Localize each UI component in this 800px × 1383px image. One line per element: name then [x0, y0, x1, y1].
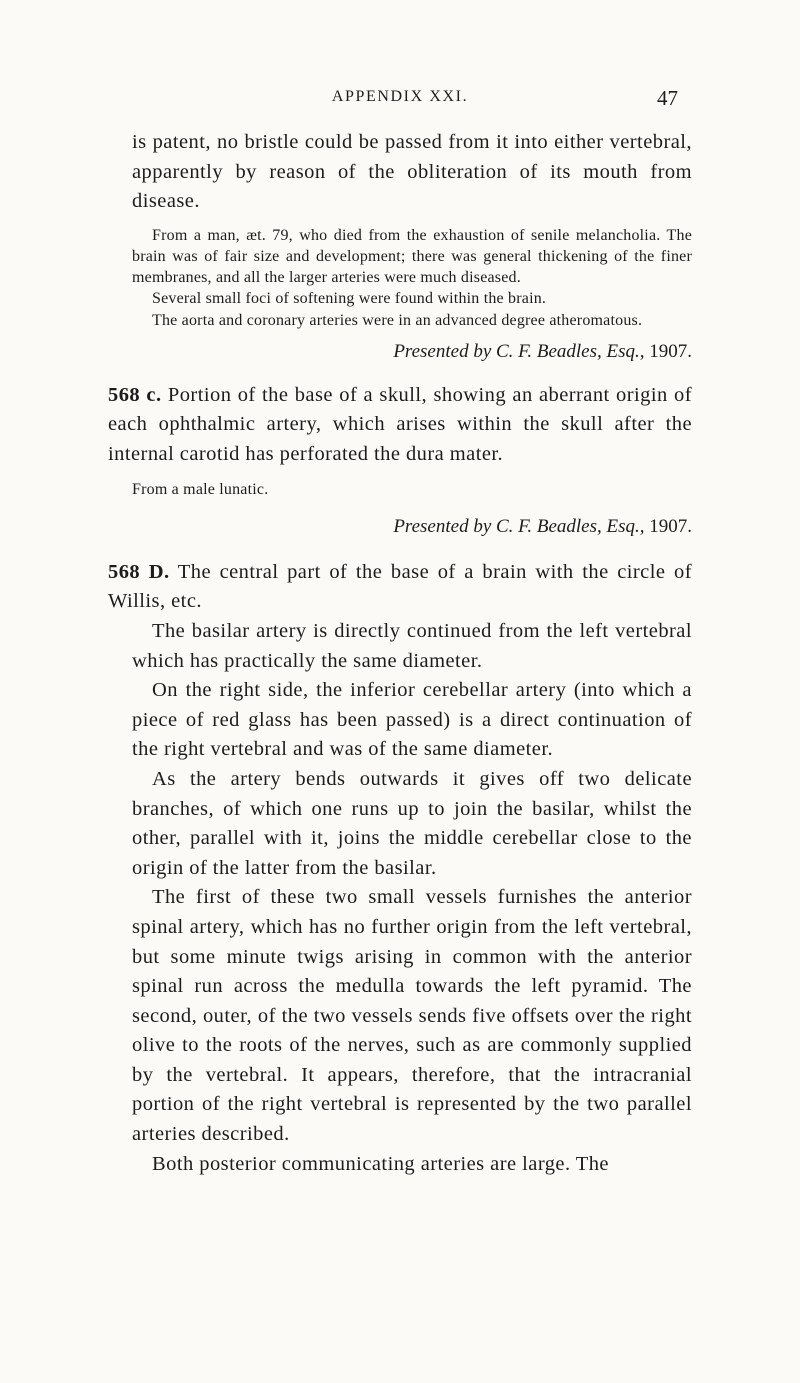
- page-body: [108, 128, 692, 1179]
- presenter-credit: Presented by C. F. Beadles, Esq.,: [393, 515, 645, 537]
- specimen-note: Several small foci of softening were found within the brain.: [152, 290, 547, 308]
- specimen-note: The aorta and coronary arteries were in an advanced degree atheromatous.: [152, 311, 643, 329]
- description-paragraph: Both posterior communicating arteries are large. The: [152, 1152, 609, 1175]
- presenter-credit: Presented by C. F. Beadles, Esq.,: [393, 340, 645, 362]
- entry-description: The central part of the base of a brain with the circle of Willis, etc.: [108, 560, 692, 613]
- description-paragraph: As the artery bends outwards it gives off two delicate branches, of which one runs up to join the basilar, whilst the other, parallel with it, joins the middle cerebellar close to the origin of the latter from the basilar.: [132, 767, 692, 879]
- presented-year: 1907.: [649, 515, 692, 537]
- running-head: APPENDIX XXI.: [331, 88, 469, 105]
- description-paragraph: The first of these two small vessels furnishes the anterior spinal artery, which has no further origin from the left vertebral, but some minute twigs arising in common with the anterior spinal run across the medulla towards the left pyramid. The second, outer, of the two vessels sends five offsets over the right olive to the roots of the nerves, such as are commonly supplied by the vertebral. It appears, therefore, that the intracranial portion of the right vertebral is represented by the two parallel arteries described.: [132, 886, 692, 1146]
- description-paragraph: On the right side, the inferior cerebellar artery (into which a piece of red glass has been passed) is a direct continuation of the right vertebral and was of the same diameter.: [132, 679, 692, 761]
- specimen-note: From a male lunatic.: [132, 480, 269, 498]
- page-header: [0, 88, 800, 114]
- entry-description: Portion of the base of a skull, showing an aberrant origin of each ophthalmic artery, which arises within the skull after the internal carotid has perforated the dura mater.: [108, 383, 692, 465]
- specimen-note: From a man, æt. 79, who died from the exhaustion of senile melancholia. The brain was of fair size and development; there was general thickening of the finer membranes, and all the larger arteries were much diseased.: [132, 226, 692, 287]
- entry-number: 568 c.: [108, 383, 162, 406]
- catalogue-entry: [108, 558, 692, 617]
- presented-year: 1907.: [649, 340, 692, 362]
- page-number: 47: [657, 86, 678, 110]
- entry-number: 568 D.: [108, 560, 170, 583]
- presented-by-line: [132, 341, 692, 363]
- presented-by-line: [132, 516, 692, 538]
- continuation-paragraph: is patent, no bristle could be passed from it into either vertebral, apparently by reason of the obliteration of its mouth from disease.: [132, 131, 692, 213]
- catalogue-entry: [108, 381, 692, 470]
- description-paragraph: The basilar artery is directly continued from the left vertebral which has practically the same diameter.: [132, 619, 692, 672]
